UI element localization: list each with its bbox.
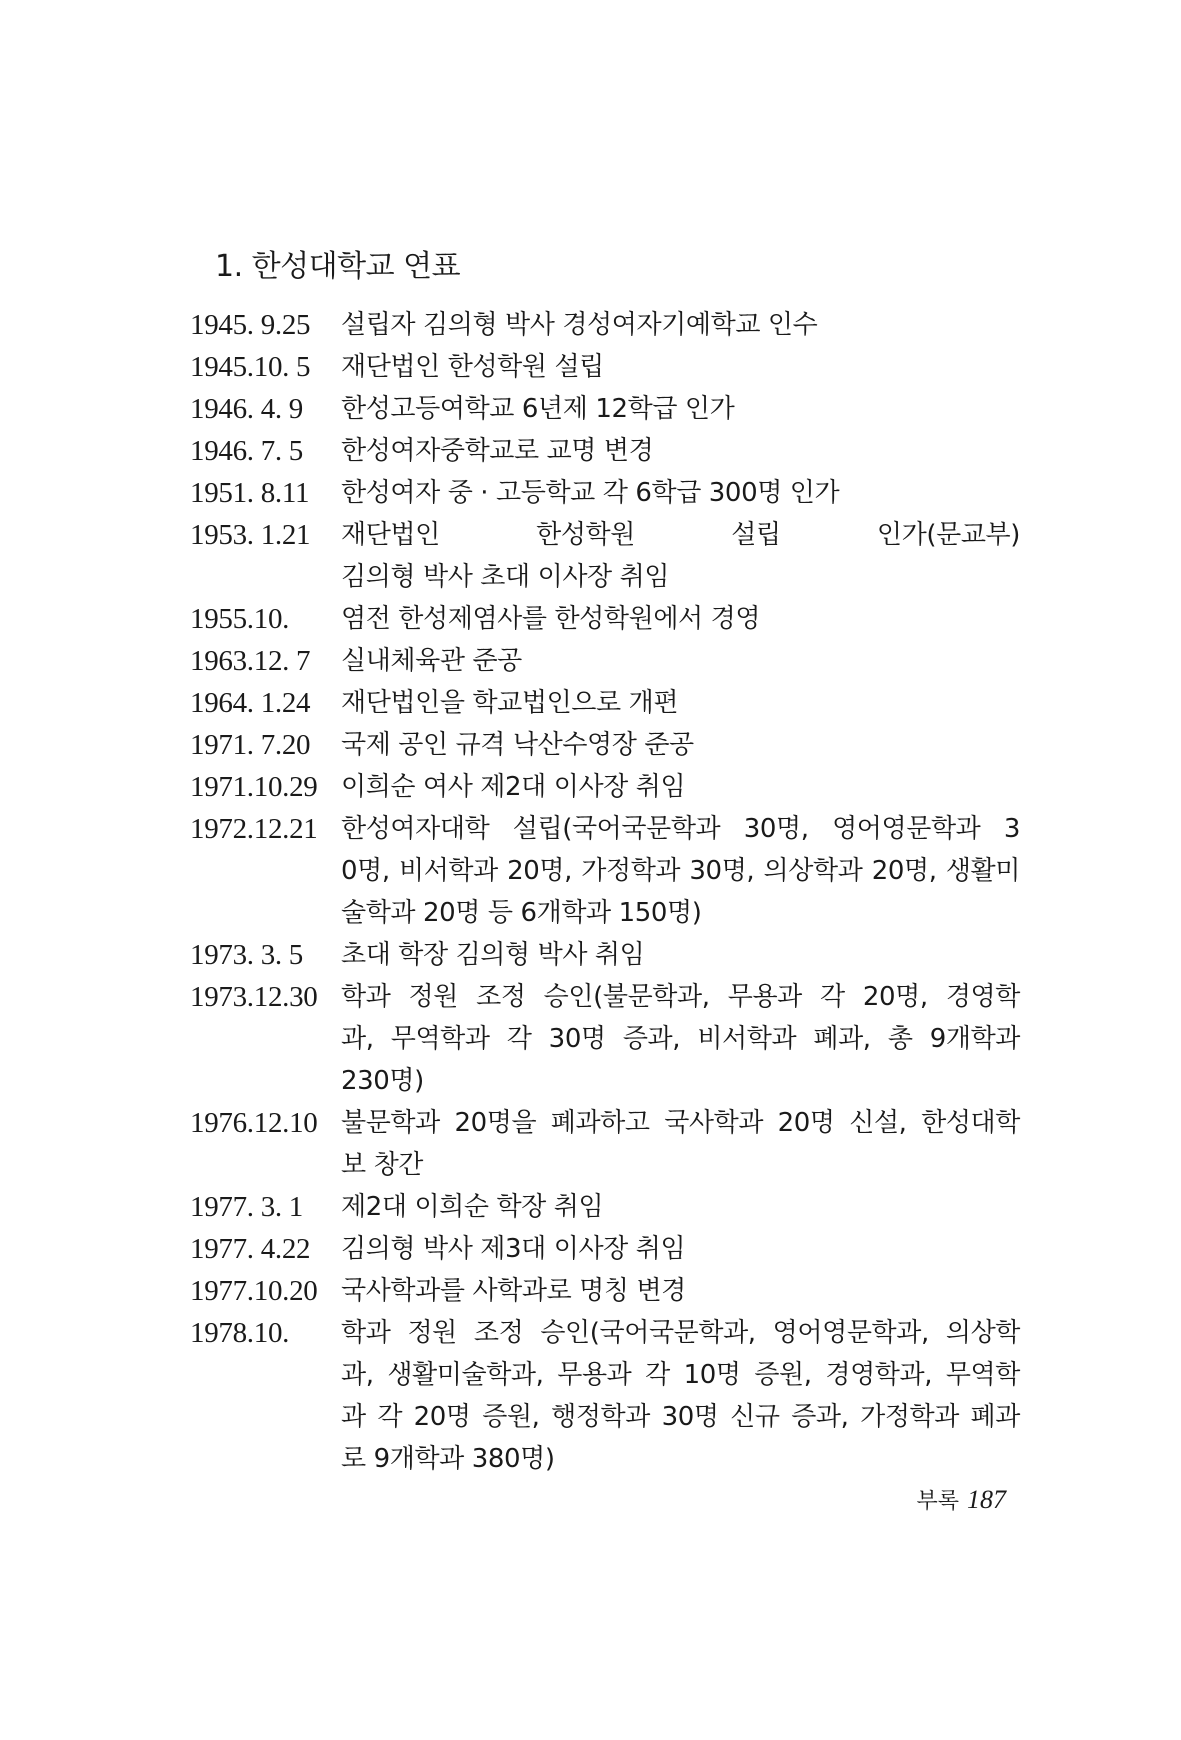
entry-text	[341, 346, 1020, 388]
entry-text-line: 김의형 박사 초대 이사장 취임	[341, 562, 670, 592]
timeline-entry	[190, 808, 1020, 934]
entry-text-line: 보 창간	[341, 1150, 424, 1180]
timeline-entry	[190, 430, 1020, 472]
entry-date: 1978.10.	[190, 1317, 290, 1349]
entry-text-line: 술학과 20명 등 6개학과 150명)	[341, 898, 702, 928]
timeline-entry	[190, 1228, 1020, 1270]
entry-text-line: 과 각 20명 증원, 행정학과 30명 신규 증과, 가정학과 폐과	[341, 1402, 1020, 1432]
entry-text	[341, 514, 1020, 598]
entry-text	[341, 1228, 1020, 1270]
timeline-entry	[190, 640, 1020, 682]
entry-text-line: 김의형 박사 제3대 이사장 취임	[341, 1234, 686, 1264]
entry-date: 1964. 1.24	[190, 687, 311, 719]
entry-text	[341, 1186, 1020, 1228]
entry-text-line: 한성여자대학 설립(국어국문학과 30명, 영어영문학과 3	[341, 814, 1020, 844]
entry-date: 1951. 8.11	[190, 477, 310, 509]
entry-date: 1963.12. 7	[190, 645, 311, 677]
timeline-entry	[190, 934, 1020, 976]
timeline-entry	[190, 1186, 1020, 1228]
entry-text-line: 실내체육관 준공	[341, 646, 522, 676]
entry-date: 1977. 4.22	[190, 1233, 311, 1265]
entry-date: 1946. 4. 9	[190, 393, 304, 425]
entry-text-line: 염전 한성제염사를 한성학원에서 경영	[341, 604, 761, 634]
page-footer	[916, 1484, 1006, 1518]
timeline-entry	[190, 514, 1020, 598]
entry-text-line: 학과 정원 조정 승인(불문학과, 무용과 각 20명, 경영학	[341, 982, 1020, 1012]
entry-text-line: 재단법인을 학교법인으로 개편	[341, 688, 679, 718]
entry-text	[341, 598, 1020, 640]
entry-text-line: 설립자 김의형 박사 경성여자기예학교 인수	[341, 310, 818, 340]
entry-date: 1971.10.29	[190, 771, 318, 803]
entry-text-line: 230명)	[341, 1066, 424, 1096]
entry-text	[341, 1102, 1020, 1186]
entry-text-line: 한성여자중학교로 교명 변경	[341, 436, 654, 466]
entry-text-line: 한성고등여학교 6년제 12학급 인가	[341, 394, 735, 424]
entry-date: 1953. 1.21	[190, 519, 311, 551]
timeline-entry	[190, 472, 1020, 514]
entry-text-line: 제2대 이희순 학장 취임	[341, 1192, 604, 1222]
entry-text	[341, 1270, 1020, 1312]
timeline-entry	[190, 682, 1020, 724]
timeline-entry	[190, 388, 1020, 430]
entry-text	[341, 304, 1020, 346]
timeline-list	[190, 304, 1020, 1480]
entry-text-line: 재단법인 한성학원 설립 인가(문교부)	[341, 520, 1020, 550]
entry-date: 1976.12.10	[190, 1107, 318, 1139]
timeline-entry	[190, 1102, 1020, 1186]
section-heading: 1. 한성대학교 연표	[215, 249, 461, 284]
timeline-entry	[190, 598, 1020, 640]
timeline-entry	[190, 724, 1020, 766]
entry-text-line: 이희순 여사 제2대 이사장 취임	[341, 772, 686, 802]
timeline-entry	[190, 304, 1020, 346]
entry-text	[341, 640, 1020, 682]
entry-text-line: 불문학과 20명을 폐과하고 국사학과 20명 신설, 한성대학	[341, 1108, 1020, 1138]
timeline-entry	[190, 1270, 1020, 1312]
entry-text-line: 국사학과를 사학과로 명칭 변경	[341, 1276, 686, 1306]
entry-text	[341, 766, 1020, 808]
entry-date: 1955.10.	[190, 603, 290, 635]
page-number: 187	[967, 1485, 1006, 1514]
entry-date: 1977. 3. 1	[190, 1191, 304, 1223]
entry-text	[341, 934, 1020, 976]
entry-text	[341, 808, 1020, 934]
entry-text-line: 재단법인 한성학원 설립	[341, 352, 604, 382]
entry-text-line: 초대 학장 김의형 박사 취임	[341, 940, 645, 970]
entry-date: 1946. 7. 5	[190, 435, 304, 467]
entry-text	[341, 388, 1020, 430]
entry-date: 1973. 3. 5	[190, 939, 304, 971]
entry-date: 1945.10. 5	[190, 351, 311, 383]
entry-text-line: 국제 공인 규격 낙산수영장 준공	[341, 730, 694, 760]
timeline-entry	[190, 1312, 1020, 1480]
entry-text-line: 0명, 비서학과 20명, 가정학과 30명, 의상학과 20명, 생활미	[341, 856, 1020, 886]
entry-date: 1973.12.30	[190, 981, 318, 1013]
entry-text	[341, 430, 1020, 472]
entry-text	[341, 472, 1020, 514]
entry-date: 1971. 7.20	[190, 729, 311, 761]
timeline-entry	[190, 346, 1020, 388]
entry-text	[341, 1312, 1020, 1480]
entry-text	[341, 682, 1020, 724]
entry-text-line: 과, 무역학과 각 30명 증과, 비서학과 폐과, 총 9개학과	[341, 1024, 1020, 1054]
timeline-entry	[190, 976, 1020, 1102]
timeline-entry	[190, 766, 1020, 808]
entry-text	[341, 724, 1020, 766]
entry-date: 1972.12.21	[190, 813, 318, 845]
entry-text-line: 학과 정원 조정 승인(국어국문학과, 영어영문학과, 의상학	[341, 1318, 1020, 1348]
entry-text	[341, 976, 1020, 1102]
entry-date: 1977.10.20	[190, 1275, 318, 1307]
entry-text-line: 로 9개학과 380명)	[341, 1444, 555, 1474]
entry-text-line: 한성여자 중 · 고등학교 각 6학급 300명 인가	[341, 478, 840, 508]
footer-label: 부록	[916, 1489, 959, 1514]
entry-text-line: 과, 생활미술학과, 무용과 각 10명 증원, 경영학과, 무역학	[341, 1360, 1020, 1390]
entry-date: 1945. 9.25	[190, 309, 311, 341]
